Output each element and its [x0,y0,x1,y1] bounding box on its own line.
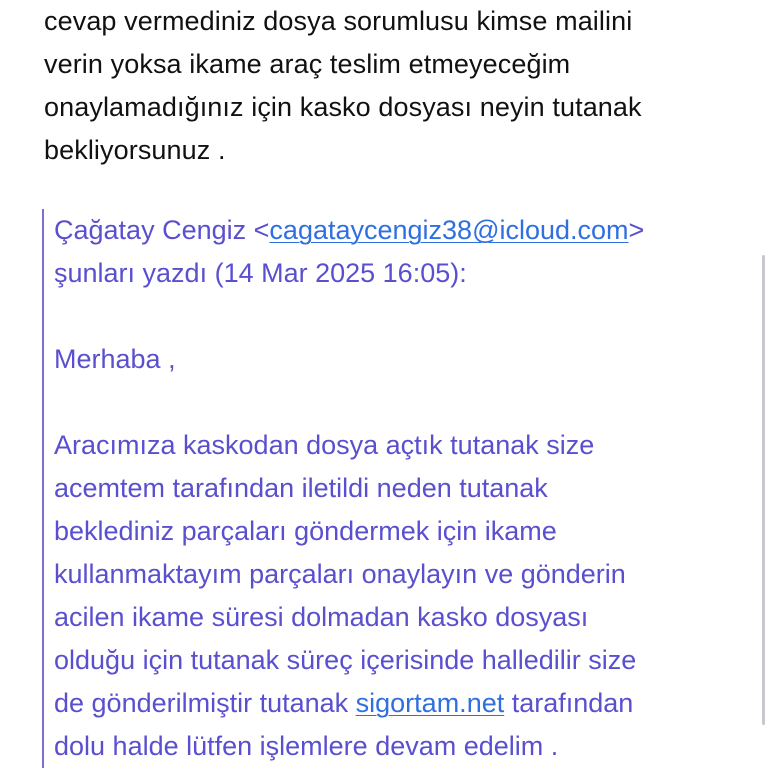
quote-greeting: Merhaba , [54,344,176,374]
quote-header-line-1 [54,209,742,252]
reply-line-1: cevap vermediniz dosya sorumlusu kimse mailini [44,6,633,36]
sender-email-link[interactable]: cagataycengiz38@icloud.com [269,215,629,245]
line7-prefix: de gönderilmiştir tutanak [54,688,356,718]
reply-line-2: verin yoksa ikame araç teslim etmeyeceğim [44,49,571,79]
reply-line-3: onaylamadığınız için kasko dosyası neyin tutanak [44,92,642,122]
quote-body-line-6: olduğu için tutanak süreç içerisinde halledilir size [54,645,637,675]
quote-sender-name: Çağatay Cengiz [54,215,247,245]
quote-header-wrote-line: şunları yazdı (14 Mar 2025 16:05): [54,258,467,288]
quote-email-open-bracket: < [253,215,270,245]
quote-body-line-7 [54,682,742,725]
quote-body-line-5: acilen ikame süresi dolmadan kasko dosyası [54,602,589,632]
sigortam-net-link[interactable]: sigortam.net [355,688,505,718]
reply-line-4: bekliyorsunuz . [44,135,226,165]
quote-body-line-1: Aracımıza kaskodan dosya açtık tutanak size [54,430,595,460]
quote-body-line-3: beklediniz parçaları göndermek için ikame [54,516,557,546]
quote-body-line-8: dolu halde lütfen işlemlere devam edelim . [54,731,559,761]
quoted-message [42,209,742,768]
spacer [54,295,742,338]
spacer [54,381,742,424]
vertical-scrollbar[interactable] [762,255,765,725]
line7-suffix: tarafından [504,688,634,718]
reply-message-body [44,0,744,172]
quote-body-line-2: acemtem tarafından iletildi neden tutanak [54,473,548,503]
quote-email-close-bracket: > [628,215,645,245]
quote-body-line-4: kullanmaktayım parçaları onaylayın ve gönderin [54,559,626,589]
